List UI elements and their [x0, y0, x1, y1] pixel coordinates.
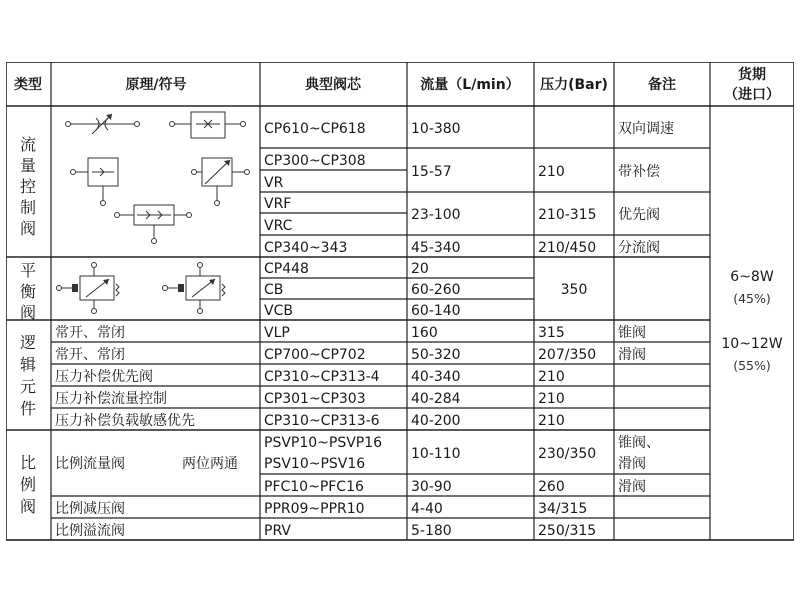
product-table — [6, 62, 794, 542]
bal-r3-flow: 60-140 — [411, 303, 461, 319]
header-flow: 流量（L/min） — [420, 77, 520, 93]
logic-r4-desc: 压力补偿负载敏感优先 — [55, 413, 195, 429]
category-balance — [20, 261, 36, 322]
cat-prop-char-1: 例 — [19, 475, 37, 494]
bal-r3-core: VCB — [264, 303, 293, 319]
flow-r2-flow: 15-57 — [411, 164, 452, 180]
flow-r2-remark: 带补偿 — [618, 164, 660, 180]
flow-r2-core-b: VR — [264, 175, 284, 191]
prop-r2-remark: 滑阀 — [618, 479, 646, 495]
logic-row-4 — [55, 412, 565, 429]
bal-r1-core: CP448 — [264, 261, 309, 277]
logic-r0-desc: 常开、常闭 — [55, 325, 125, 341]
bypass-valve-icon — [115, 205, 192, 244]
header-lead-time-2: （进口） — [724, 87, 780, 103]
logic-r4-flow: 40-200 — [411, 413, 461, 429]
logic-row-2 — [55, 368, 565, 385]
cat-flow-char-3: 制 — [19, 198, 37, 217]
cat-logic-char-3: 件 — [19, 399, 37, 418]
lead-a-range: 6~8W — [730, 269, 774, 285]
lead-a-share: (45%) — [733, 291, 771, 306]
flow-valve-icon — [170, 112, 246, 138]
cat-flow-char-1: 量 — [19, 156, 37, 175]
prop-r1-flow: 10-110 — [411, 446, 461, 462]
flow-r1-remark: 双向调速 — [618, 121, 674, 137]
header-type: 类型 — [14, 77, 42, 93]
flow-r3-flow: 23-100 — [411, 207, 461, 223]
flow-r2-pressure: 210 — [538, 164, 565, 180]
logic-r4-core: CP310~CP313-6 — [264, 413, 380, 429]
prop-r4-core: PRV — [264, 523, 291, 539]
logic-r1-remark: 滑阀 — [618, 347, 646, 363]
prop-r1-core-a: PSVP10~PSVP16 — [264, 435, 383, 451]
logic-row-3 — [55, 390, 565, 407]
category-flow-control — [20, 135, 36, 238]
prop-r1-pressure: 230/350 — [538, 446, 597, 462]
prop-r3-flow: 4-40 — [411, 501, 443, 517]
priority-valve-icon — [71, 158, 119, 206]
cat-bal-char-0: 平 — [19, 261, 37, 280]
logic-r0-remark: 锥阀 — [618, 325, 646, 341]
logic-r3-core: CP301~CP303 — [264, 391, 366, 407]
logic-r1-flow: 50-320 — [411, 347, 461, 363]
logic-r1-core: CP700~CP702 — [264, 347, 366, 363]
table-graphic — [6, 62, 794, 542]
logic-r2-pressure: 210 — [538, 369, 565, 385]
prop-r2-core: PFC10~PFC16 — [264, 479, 364, 495]
cat-flow-char-4: 阀 — [19, 219, 37, 238]
lead-b-share: (55%) — [733, 358, 771, 373]
prop-r3-pressure: 34/315 — [538, 501, 588, 517]
divider-valve-icon — [192, 158, 250, 206]
cat-bal-char-2: 阀 — [19, 303, 37, 322]
counterbalance-valve-icon — [57, 263, 120, 314]
flow-r3-core-a: VRF — [264, 196, 292, 212]
prop-r1-remark-b: 滑阀 — [618, 456, 646, 472]
logic-r1-pressure: 207/350 — [538, 347, 597, 363]
header-pressure: 压力(Bar) — [540, 77, 608, 93]
logic-r2-desc: 压力补偿优先阀 — [55, 369, 153, 385]
logic-r0-core: VLP — [264, 325, 290, 341]
prop-r1-core-b: PSV10~PSV16 — [264, 456, 366, 472]
category-proportional — [20, 453, 36, 516]
prop-r1-remark-a: 锥阀、 — [618, 435, 660, 451]
flow-r2-core-a: CP300~CP308 — [264, 153, 366, 169]
header-symbol: 原理/符号 — [125, 77, 187, 93]
cat-logic-char-1: 辑 — [19, 355, 37, 374]
logic-r0-flow: 160 — [411, 325, 438, 341]
flow-r3-core-b: VRC — [264, 218, 293, 234]
counterbalance-valve-icon-2 — [163, 263, 226, 314]
cat-prop-char-0: 比 — [19, 453, 37, 472]
logic-r3-desc: 压力补偿流量控制 — [55, 391, 167, 407]
cat-flow-char-2: 控 — [19, 177, 37, 196]
logic-r2-flow: 40-340 — [411, 369, 461, 385]
prop-r2-flow: 30-90 — [411, 479, 452, 495]
logic-row-1 — [55, 346, 646, 363]
flow-r1-flow: 10-380 — [411, 121, 461, 137]
logic-r2-core: CP310~CP313-4 — [264, 369, 380, 385]
prop-r4-pressure: 250/315 — [538, 523, 597, 539]
lead-b-range: 10~12W — [721, 336, 783, 352]
cat-prop-char-2: 阀 — [19, 497, 37, 516]
cat-logic-char-2: 元 — [19, 377, 37, 396]
cat-logic-char-0: 逻 — [19, 333, 37, 352]
prop-r4-desc: 比例溢流阀 — [55, 523, 125, 539]
flow-r4-core: CP340~343 — [264, 240, 348, 256]
flow-r4-pressure: 210/450 — [538, 240, 597, 256]
cat-flow-char-0: 流 — [19, 135, 37, 154]
flow-r3-pressure: 210-315 — [538, 207, 597, 223]
logic-r1-desc: 常开、常闭 — [55, 347, 125, 363]
throttle-valve-icon — [66, 114, 140, 134]
cat-bal-char-1: 衡 — [19, 282, 37, 301]
bal-pressure: 350 — [560, 282, 588, 298]
logic-r4-pressure: 210 — [538, 413, 565, 429]
prop-r2-pressure: 260 — [538, 479, 565, 495]
logic-r3-flow: 40-284 — [411, 391, 461, 407]
flow-r1-core: CP610~CP618 — [264, 121, 366, 137]
logic-r0-pressure: 315 — [538, 325, 565, 341]
logic-r3-pressure: 210 — [538, 391, 565, 407]
bal-r1-flow: 20 — [411, 261, 429, 277]
prop-r4-flow: 5-180 — [411, 523, 452, 539]
flow-r3-remark: 优先阀 — [618, 207, 660, 223]
prop-r3-core: PPR09~PPR10 — [264, 501, 365, 517]
prop-r3-desc: 比例减压阀 — [55, 501, 125, 517]
prop-r1-desc: 比例流量阀 — [55, 456, 125, 472]
header-remark: 备注 — [648, 77, 676, 93]
category-logic — [20, 333, 36, 418]
bal-r2-core: CB — [264, 282, 284, 298]
header-core: 典型阀芯 — [305, 77, 361, 93]
bal-r2-flow: 60-260 — [411, 282, 461, 298]
flow-r4-remark: 分流阀 — [618, 240, 660, 256]
logic-row-0 — [55, 324, 646, 341]
prop-r1-sub: 两位两通 — [182, 456, 238, 472]
flow-r4-flow: 45-340 — [411, 240, 461, 256]
header-lead-time-1: 货期 — [738, 67, 766, 83]
